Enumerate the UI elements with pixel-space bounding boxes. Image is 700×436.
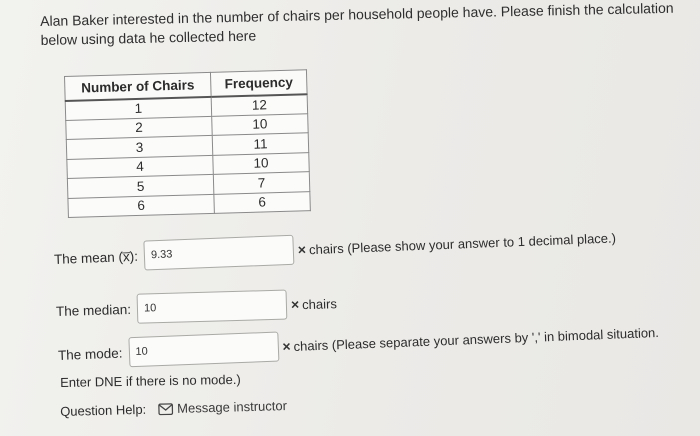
- question-help: [60, 398, 287, 419]
- median-input[interactable]: 10: [137, 290, 288, 324]
- header-number-of-chairs: Number of Chairs: [65, 72, 212, 100]
- mode-unit-text: chairs (Please separate your answers by ',' in bimodal situation.: [293, 324, 660, 354]
- x-mark-icon: ×: [282, 338, 291, 355]
- prompt-line-1: Alan Baker interested in the number of chairs per household people have. Please finish the calculation: [40, 0, 674, 29]
- frequency-table: [64, 69, 311, 218]
- mode-answer-row: [57, 317, 659, 370]
- median-answer-row: [56, 288, 338, 326]
- chairs-cell: 3: [66, 135, 212, 159]
- mode-input[interactable]: 10: [128, 332, 279, 368]
- chairs-cell: 5: [67, 174, 213, 198]
- frequency-cell: 6: [214, 191, 311, 213]
- chairs-cell: 2: [66, 116, 212, 140]
- median-unit-text: chairs: [301, 295, 338, 312]
- x-mark-icon: ×: [297, 241, 307, 258]
- question-prompt: [40, 0, 691, 50]
- frequency-cell: 11: [212, 133, 309, 155]
- message-instructor-label: Message instructor: [176, 398, 288, 416]
- mean-answer-row: [53, 222, 616, 274]
- frequency-cell: 7: [213, 172, 310, 194]
- question-help-label: Question Help:: [60, 401, 147, 419]
- mean-label: The mean (x̅):: [53, 248, 139, 267]
- chairs-cell: 4: [67, 155, 213, 179]
- median-label: The median:: [55, 301, 132, 319]
- header-frequency: Frequency: [210, 70, 307, 97]
- message-instructor-link[interactable]: [158, 398, 287, 416]
- x-mark-icon: ×: [290, 296, 300, 313]
- prompt-line-2: below using data he collected here: [40, 27, 257, 48]
- chairs-cell: 1: [65, 96, 211, 120]
- frequency-cell: 10: [212, 113, 309, 135]
- mode-label: The mode:: [57, 345, 123, 363]
- mode-note: Enter DNE if there is no mode.): [60, 371, 241, 390]
- frequency-cell: 12: [211, 94, 308, 116]
- envelope-icon: [158, 403, 173, 415]
- frequency-cell: 10: [213, 152, 310, 174]
- mean-unit-text: chairs (Please show your answer to 1 decimal place.): [308, 229, 617, 257]
- mean-input[interactable]: 9.33: [143, 235, 294, 271]
- chairs-cell: 6: [68, 194, 214, 218]
